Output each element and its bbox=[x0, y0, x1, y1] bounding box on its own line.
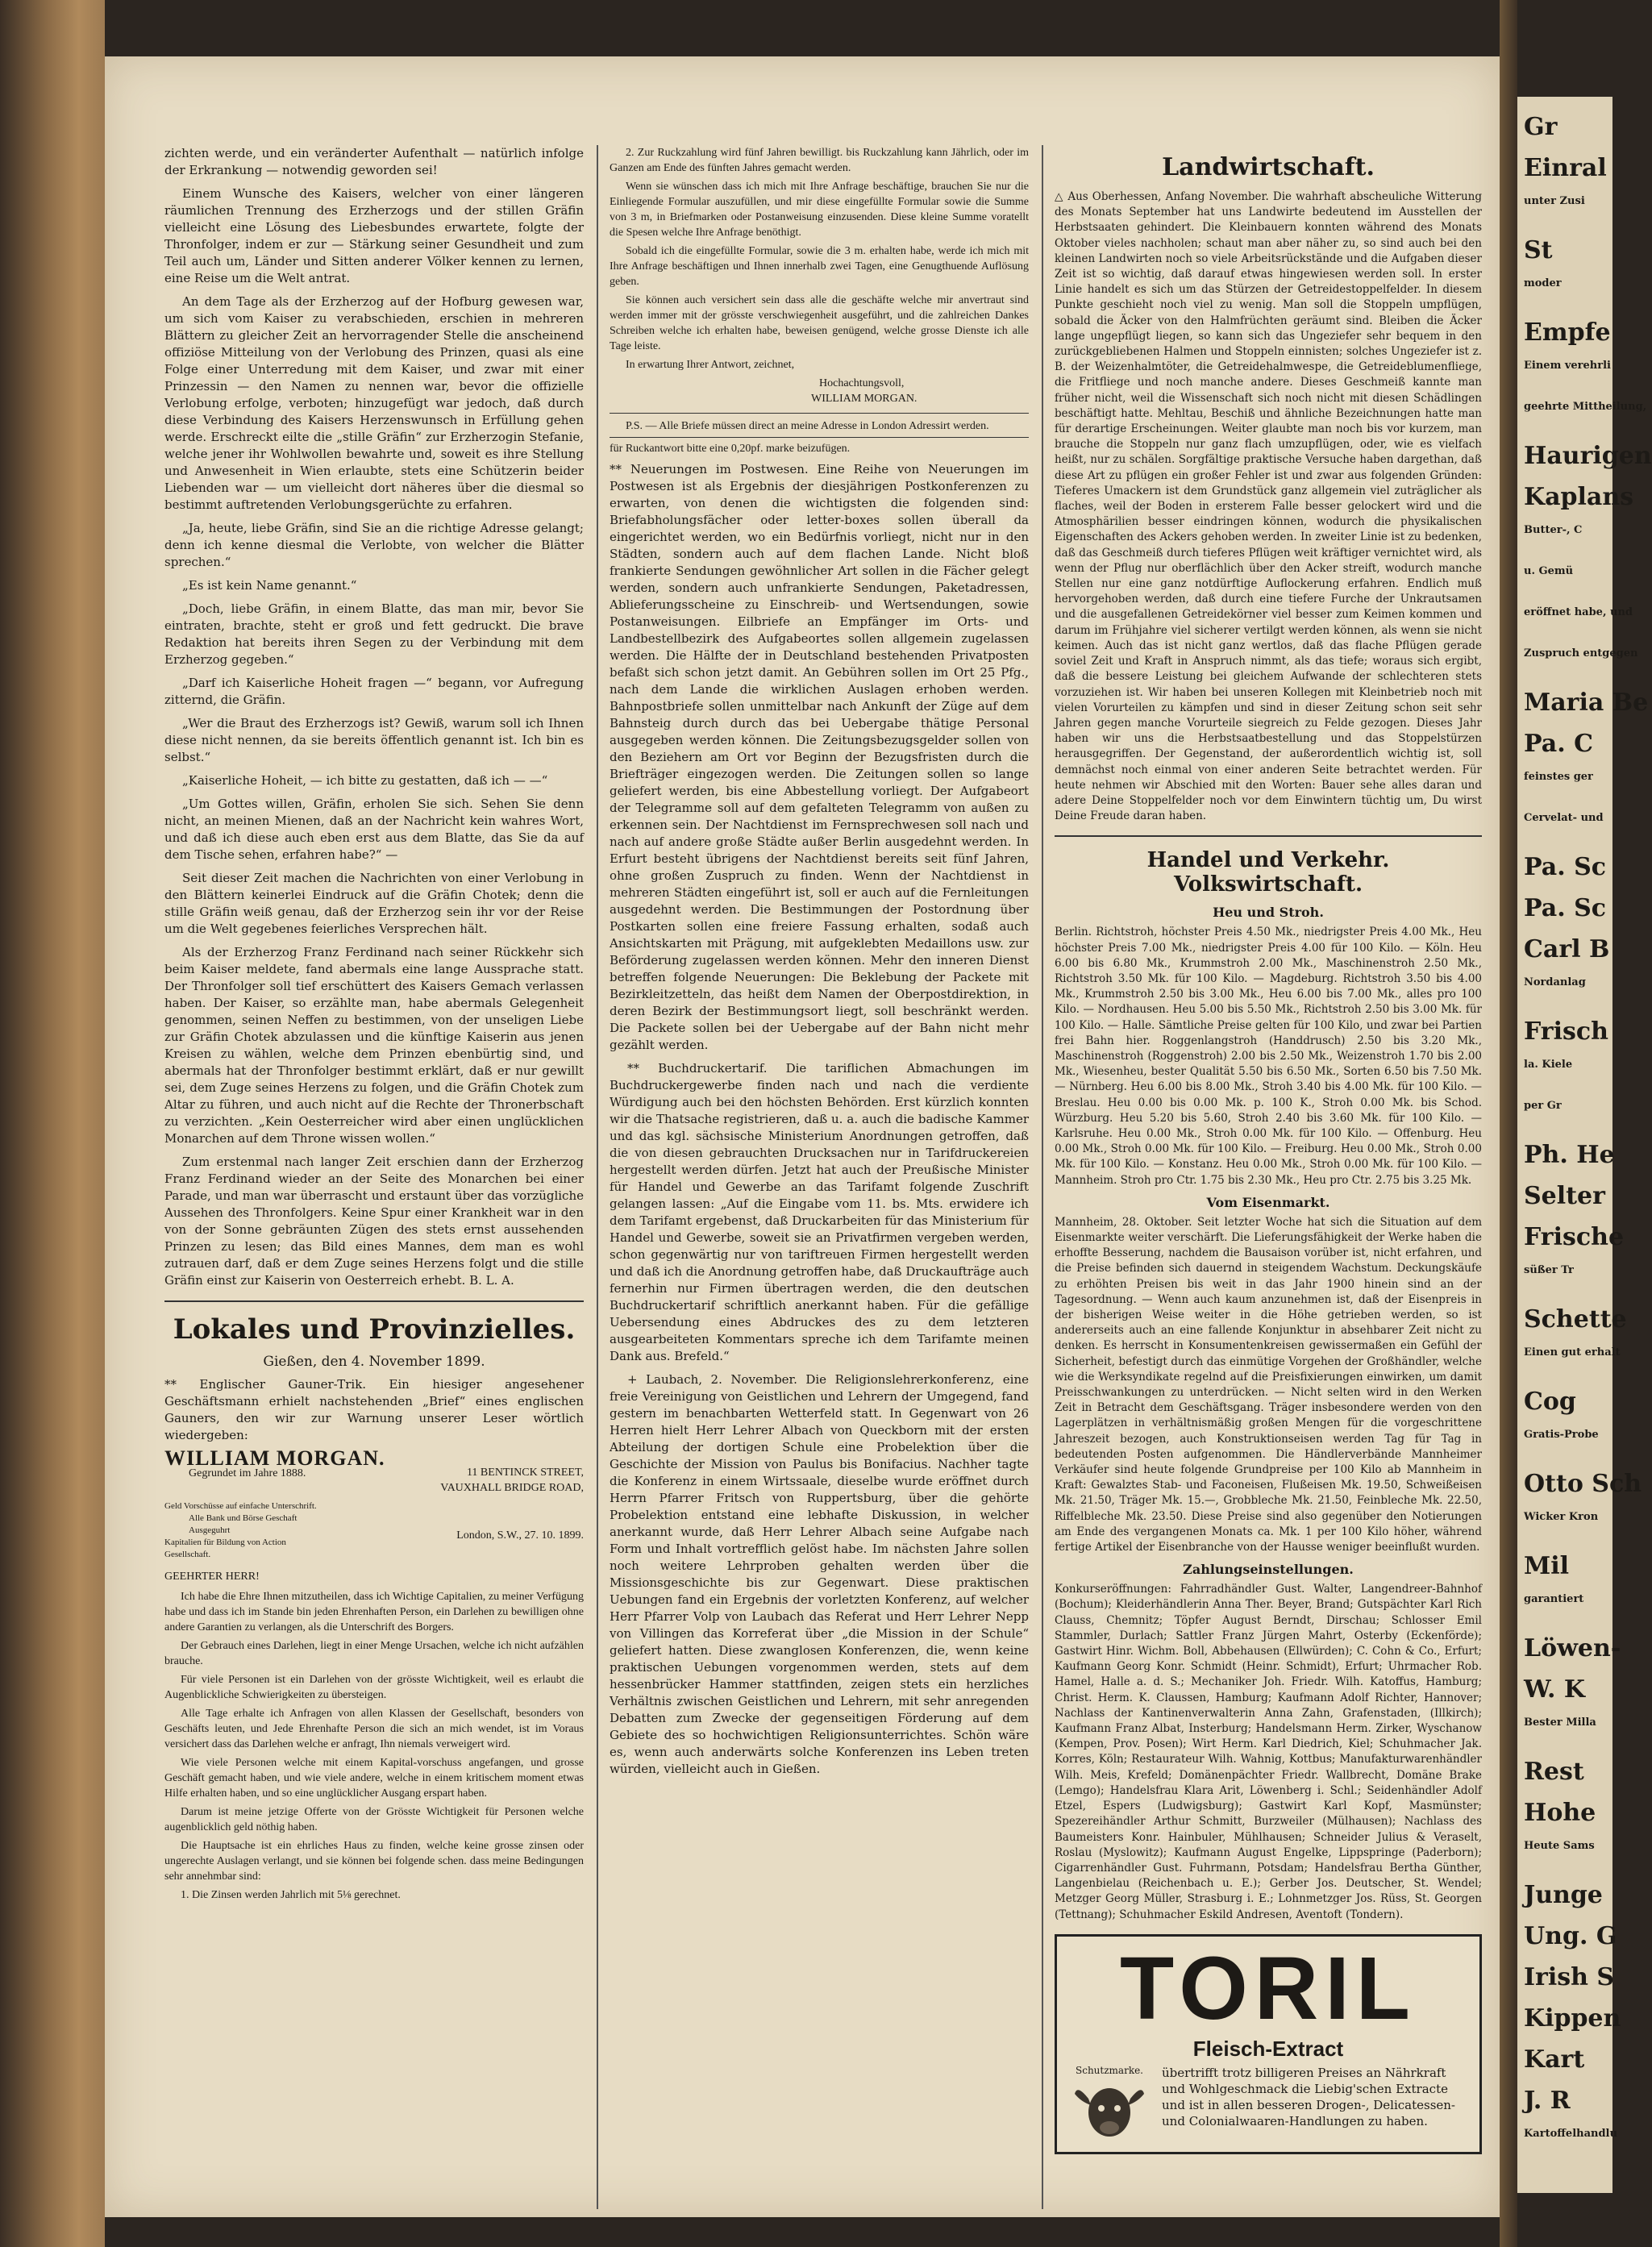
letterhead-line2: Alle Bank und Börse Geschaft Ausgeguhrt bbox=[189, 1513, 298, 1535]
letter-closing: Hochachtungsvoll, bbox=[819, 377, 905, 389]
letter-body-continued bbox=[610, 145, 1029, 372]
paragraph: „Ja, heute, liebe Gräfin, sind Sie an die richtige Adresse gelangt; denn ich kenne diesmal die Verlobte, von welcher die Blätter sprechen.“ bbox=[164, 521, 584, 569]
adjacent-page-text: Rest bbox=[1524, 1758, 1584, 1786]
adjacent-page-text: Cog bbox=[1524, 1388, 1576, 1416]
toril-advertisement bbox=[1055, 1934, 1482, 2154]
letter-paragraph: In erwartung Ihrer Antwort, zeichnet, bbox=[626, 359, 795, 371]
letter-paragraph: Die Hauptsache ist ein ehrliches Haus zu finden, welche keine grosse zinsen oder ungerechte Auslagen verlangt, und sie können bei folgende schen. dass meine Bedingungen sehr annehmbar sind: bbox=[164, 1840, 584, 1883]
adjacent-page-text: Einen gut erhalt bbox=[1524, 1346, 1621, 1359]
news-items bbox=[610, 461, 1029, 1778]
paragraph: Zum erstenmal nach langer Zeit erschien dann der Erzherzog Franz Ferdinand wieder an der Seite des Monarchen bei einer Parade, und man war überrascht und erstaunt über das vorzügliche Aussehen des Thronfolgers. Keine Spur einer Krankheit war in den von der Sonne gebräunten Zügen des stets ernst aussehenden Prinzen zu lesen; das Bild eines Mannes, dem man es wohl zutrauen darf, daß er dem Zuge seines Herzens folgt und die stille Gräfin einst zur Kaiserin von Oesterreich erhebt. B. L. A. bbox=[164, 1155, 584, 1288]
adjacent-page-text: Einem verehrli bbox=[1524, 360, 1611, 372]
letter-paragraph: 1. Die Zinsen werden Jahrlich mit 5⅛ gerechnet. bbox=[181, 1889, 401, 1901]
column-3 bbox=[1055, 145, 1482, 2154]
dateline: Gießen, den 4. November 1899. bbox=[263, 1354, 485, 1370]
adjacent-page-text: Mil bbox=[1524, 1552, 1570, 1580]
section-heading-lokales: Lokales und Provinzielles. bbox=[173, 1313, 576, 1346]
adjacent-page-text: Kippen bbox=[1524, 2004, 1621, 2033]
letter-paragraph: 2. Zur Ruckzahlung wird fünf Jahren bewilligt. bis Ruckzahlung kann Jährlich, oder im Ganzen am Ende des fünften Jahres gemacht werden. bbox=[610, 147, 1029, 174]
letter-postscript: P.S. — Alle Briefe müssen direct an meine Adresse in London Adressirt werden. bbox=[626, 420, 989, 432]
swindler-letter bbox=[164, 1446, 584, 1903]
adjacent-page-text: la. Kiele bbox=[1524, 1059, 1573, 1071]
adjacent-page-text: Kaplans bbox=[1524, 483, 1634, 511]
letter-place-date: London, S.W., 27. 10. 1899. bbox=[456, 1529, 584, 1542]
adjacent-page-text: moder bbox=[1524, 277, 1562, 289]
ad-brand: TORIL bbox=[1120, 1938, 1417, 2038]
paragraph: „Kaiserliche Hoheit, — ich bitte zu gestatten, daß ich — —“ bbox=[182, 773, 548, 788]
adjacent-page-text: Kart bbox=[1524, 2045, 1585, 2074]
divider bbox=[1055, 835, 1482, 837]
column-rule bbox=[1042, 145, 1043, 2209]
letter-paragraph: Ich habe die Ehre Ihnen mitzutheilen, dass ich Wichtige Capitalien, zu meiner Verfügung habe und dass ich im Stande bin jeden Ehrenhaften Person, ein Darlehen zu bewilligen ohne andere Garantien zu verlangen, als die Unterschrift des Borgers. bbox=[164, 1591, 584, 1633]
adjacent-page-text: Ung. G bbox=[1524, 1922, 1617, 1950]
paragraph: „Es ist kein Name genannt.“ bbox=[182, 578, 357, 593]
letterhead-line1: Geld Vorschüsse auf einfache Unterschrift. bbox=[164, 1501, 317, 1511]
subheading-heu-stroh: Heu und Stroh. bbox=[1213, 905, 1324, 921]
adjacent-page-text: Nordanlag bbox=[1524, 976, 1586, 988]
letter-paragraph: Sie können auch versichert sein dass alle die geschäfte welche mir anvertraut sind werden immer mit der grösste verschwiegenheit ausgeführt, und die zahlreichen Dankes Schreiben welche ich erhalten habe, beweisen genügend, welche grosse Dienste ich alle Tage leiste. bbox=[610, 294, 1029, 352]
ad-text: übertrifft trotz billigeren Preises an Nährkraft und Wohlgeschmack die Liebig'schen Extracte und ist in allen besseren Drogen-, Delicatessen- und Colonialwaaren-Handlungen zu haben. bbox=[1162, 2065, 1455, 2128]
adjacent-page-text: St bbox=[1524, 236, 1553, 264]
newspaper-page bbox=[105, 56, 1500, 2217]
adjacent-page-text: geehrte Mittheilung, bbox=[1524, 401, 1647, 413]
book-gutter bbox=[1500, 0, 1517, 2247]
adjacent-page-text: Butter-, C bbox=[1524, 524, 1583, 536]
adjacent-page-text: Wicker Kron bbox=[1524, 1511, 1599, 1523]
column-rule bbox=[597, 145, 598, 2209]
adjacent-page-text: Junge bbox=[1524, 1881, 1603, 1909]
paragraph: An dem Tage als der Erzherzog auf der Hofburg gewesen war, um sich vom Kaiser zu verabschieden, erschien in mehreren Blättern zu gleicher Zeit an hervorragender Stelle die anscheinend offiziöse Mitteilung von der Verlobung des Prinzen, quasi als eine Folge einer Unterredung mit dem Kaiser, und zwar mit einer Prinzessin — den Namen zu nennen war, bevor die offizielle Verlobung erfolge, verboten; hinzugefügt war jedoch, daß durch diese Verbindung des Kaisers Herzenswunsch in Erfüllung gehen werde. Erschreckt eilte die „stille Gräfin“ zur Erzherzogin Stefanie, welche jener ihr Wohlwollen bewahrte und, soweit es ihre Stellung und Anwesenheit in Wien erlaubte, stets eine Schützerin beider Liebenden war — um vielleicht dort näheres über die diesmal so bestimmt auftretenden Verlobungsgerüchte zu erfahren. bbox=[164, 294, 584, 512]
column-2 bbox=[610, 145, 1029, 1784]
ad-product: Fleisch-Extract bbox=[1192, 2036, 1344, 2061]
divider bbox=[164, 1300, 584, 1302]
adjacent-page-text: Zuspruch entgegen bbox=[1524, 647, 1638, 660]
letter-paragraph: Sobald ich die eingefüllte Formular, sowie die 3 m. erhalten habe, werde ich mich mit Ihre Anfrage beschäftigen und Ihnen innerhalb zwei Tagen, eine Genugthuende Auflösung geben. bbox=[610, 245, 1029, 288]
news-paragraph: ** Buchdruckertarif. Die tariflichen Abmachungen im Buchdruckergewerbe finden nach und nach die verdiente Würdigung auch bei den höchsten Behörden. Erst kürzlich konnten wir die Thatsache registrieren, daß u. a. auch die badische Kammer und das kgl. sächsische Ministerium Anordnungen getroffen, daß die von diesen gebrauchten Drucksachen nur in Tarifdruckereien hergestellt werden dürfen. Jetzt hat auch der Preußische Minister für Handel und Gewerbe an das Tarifamt folgende Zuschrift gelangen lassen: „Auf die Eingabe vom 11. bs. Mts. erwidere ich dem Tarifamt ergebenst, daß Druckarbeiten für das Ministerium für Handel und Gewerbe, soweit sie an Privatfirmen vergeben werden, schon gegenwärtig nur von tariftreuen Firmen hergestellt werden und daß ich die Anordnung getroffen habe, daß Druckaufträge auch fernerhin nur Firmen übertragen werden, die den deutschen Buchdruckertarif schriftlich anerkannt haben. Für die gefällige Uebersendung eines Abdruckes des zu dem letzteren ausgearbeiteten Kommentars spreche ich dem Tarifamte meinen Dank aus. Brefeld.“ bbox=[610, 1061, 1029, 1363]
paragraph: Seit dieser Zeit machen die Nachrichten von einer Verlobung in den Blättern keinerlei Eindruck auf die Gräfin Chotek; denn die stille Gräfin weiß genau, daß der Erzherzog sein ihr vor der Reise um die Welt gegebenes feierliches Versprechen hält. bbox=[164, 871, 584, 936]
paragraph: „Darf ich Kaiserliche Hoheit fragen —“ begann, vor Aufregung zitternd, die Gräfin. bbox=[164, 676, 584, 707]
adjacent-page-text: Pa. C bbox=[1524, 730, 1593, 758]
adjacent-page-text: Frische bbox=[1524, 1223, 1625, 1251]
subheading-eisenmarkt: Vom Eisenmarkt. bbox=[1206, 1194, 1330, 1210]
feuilleton-text bbox=[164, 145, 584, 1289]
adjacent-page-text: Kartoffelhandlu bbox=[1524, 2128, 1617, 2140]
adjacent-page-text: J. R bbox=[1524, 2087, 1571, 2115]
adjacent-page-text: Pa. Sc bbox=[1524, 894, 1607, 922]
heu-stroh-prices: Berlin. Richtstroh, höchster Preis 4.50 Mk., niedrigster Preis 4.00 Mk., Heu höchster Preis 7.00 Mk., niedrigster Preis 4.00 für 100 Kilo. — Köln. Heu 6.00 bis 6.80 Mk., Krummstroh 2.00 Mk., Maschinenstroh 2.50 Mk., Richtstroh 3.50 Mk. für 100 Kilo. — Magdeburg. Richtstroh 3.50 bis 4.00 Mk., Krummstroh 2.50 bis 3.00 Mk., Heu 6.00 bis 7.00 Mk., alles pro 100 Kilo. — Nordhausen. Heu 5.00 bis 5.50 Mk., Richtstroh 2.50 bis 3.00 Mk. für 100 Kilo. — Halle. Sämtliche Preise gelten für 100 Kilo, und zwar bei Partien frei Bahn hier. Roggenlangstroh (Handdrusch) 2.50 bis 3.20 Mk., Maschinenstroh (Roggenstroh) 2.00 bis 2.50 Mk., Weizenstroh 1.70 bis 2.00 Mk., Wiesenheu, bester Qualität 5.50 bis 6.50 Mk., Sorten 6.50 bis 7.50 Mk. — Nürnberg. Heu 6.00 bis 8.00 Mk., Stroh 3.40 bis 4.00 Mk. für 100 Kilo. — Breslau. Heu 0.00 bis 0.00 Mk. p. 100 K., Stroh 0.00 Mk. bis Schod. Würzburg. Heu 5.20 bis 5.60, Stroh 2.40 bis 3.60 Mk. für 100 Kilo. — Karlsruhe. Heu 0.00 Mk., Stroh 0.00 Mk. für 100 Kilo. — Offenburg. Heu 0.00 Mk., Stroh 0.00 Mk. für 100 Kilo. — Freiburg. Heu 0.00 Mk., Stroh 0.00 Mk. für 100 Kilo. — Konstanz. Heu 0.00 Mk., Stroh 0.00 Mk. für 100 Kilo. — Mannheim. Stroh pro Ctr. 1.75 bis 2.30 Mk., Heu pro Ctr. 2.75 bis 3.25 Mk. bbox=[1055, 926, 1482, 1187]
adjacent-page-text: süßer Tr bbox=[1524, 1264, 1574, 1276]
paragraph: „Um Gottes willen, Gräfin, erholen Sie sich. Sehen Sie denn nicht, an meinen Mienen, daß an der Nachricht kein wahres Wort, und daß ich diese auch eben erst aus dem Blatte, das Sie da auf dem Tische sehen, erfahren habe?“ — bbox=[164, 797, 584, 862]
letterhead-line3: Kapitalien für Bildung von Action Gesellschaft. bbox=[164, 1538, 286, 1559]
letter-paragraph: Alle Tage erhalte ich Anfragen von allen Klassen der Gesellschaft, besonders von Geschäfts leuten, und Jede Ehrenhafte Person die sich an mich wendet, ist im Voraus versichert dass das Darlehen welche er anfragt, Ihn niemals verweigert wird. bbox=[164, 1708, 584, 1750]
adjacent-page-text: Irish S bbox=[1524, 1963, 1615, 1991]
section-heading-handel: Handel und Verkehr. Volkswirtschaft. bbox=[1146, 848, 1390, 897]
adjacent-page-text: per Gr bbox=[1524, 1100, 1562, 1112]
adjacent-page-text: Pa. Sc bbox=[1524, 853, 1607, 881]
letter-signature: WILLIAM MORGAN. bbox=[811, 393, 918, 405]
adjacent-page-text: Einral bbox=[1524, 154, 1607, 182]
divider bbox=[610, 413, 1029, 414]
paragraph: zichten werde, und ein veränderter Aufenthalt — natürlich infolge der Erkrankung — notwendig geworden sei! bbox=[164, 146, 584, 177]
adjacent-page-text: Otto Sch bbox=[1524, 1470, 1642, 1498]
column-1 bbox=[164, 145, 584, 1906]
letter-paragraph: Der Gebrauch eines Darlehen, liegt in einer Menge Ursachen, welche ich nicht aufzählen brauche. bbox=[164, 1640, 584, 1667]
letter-body bbox=[164, 1589, 584, 1903]
subheading-zahlungseinstellungen: Zahlungseinstellungen. bbox=[1183, 1562, 1354, 1578]
adjacent-page-text: Gr bbox=[1524, 113, 1558, 141]
adjacent-page-text: eröffnet habe, und bbox=[1524, 606, 1633, 618]
adjacent-page-fragment bbox=[1517, 97, 1652, 2193]
letterhead-name: WILLIAM MORGAN. bbox=[164, 1446, 385, 1470]
adjacent-page-text: Maria Be bbox=[1524, 689, 1649, 717]
book-spine-left bbox=[0, 0, 105, 2247]
letterhead-founded: Gegrundet im Jahre 1888. bbox=[189, 1467, 306, 1479]
paragraph: „Wer die Braut des Erzherzogs ist? Gewiß, warum soll ich Ihnen diese nicht nennen, da sie bereits öffentlich genannt ist. Ich bin es selbst.“ bbox=[164, 716, 584, 764]
news-paragraph: + Laubach, 2. November. Die Religionslehrerkonferenz, eine freie Vereinigung von Geistlichen und Lehrern der Umgegend, fand gestern im benachbarten Wetterfeld statt. In Gegenwart von 26 Herren hielt Herr Lehrer Albach von Queckborn mit der ersten Abteilung der dortigen Schule eine Probelektion über die Geschichte der Mission von Paulus bis Bonifacius. Nachher tagte die Konferenz in einem Wirtssaale, dieselbe wurde eröffnet durch Herrn Pfarrer Fritsch von Ruppertsburg, über die gehörte Probelektion entstand eine lebhafte Diskussion, in welcher anerkannt wurde, daß Herr Lehrer Albach seine Aufgabe nach Form und Inhalt vortrefflich gelöst habe. Im nächsten Jahre sollen noch weitere Lehrproben gehalten werden über die Missionsgeschichte bis zur Gegenwart. Diese praktischen Uebungen fand ein Ergebnis der vorletzten Konferenz, auf welcher Herr Pfarrer Volp von Laubach das Referat und Herr Lehrer Nepp von Villingen das Korreferat über „die Mission in der Schule“ geliefert hatten. Diese zwanglosen Konferenzen, die, wenn keine praktischen Uebungen vorgenommen werden, stets auf dem hessenbrücker Hammer stattfinden, zeigen stets ein herzliches Verhältnis zwischen Geistlichen und Lehrern, mit sehr anregenden Debatten zum Zwecke der gegenseitigen Förderung auf dem Gebiete des so hochwichtigen Religionsunterrichtes. Schön wäre es, wenn auch anderwärts solche Konferenzen ins Leben treten würden, vielleicht auch in Gießen. bbox=[610, 1372, 1029, 1776]
letterhead-address2: VAUXHALL BRIDGE ROAD, bbox=[440, 1482, 584, 1494]
paragraph: „Doch, liebe Gräfin, in einem Blatte, das man mir, bevor Sie eintraten, brachte, steht er groß und fett gedruckt. Die brave Redaktion hat bereits ihren Segen zu der Verbindung mit dem Erzherzog gegeben.“ bbox=[164, 601, 584, 667]
letterhead-address1: 11 BENTINCK STREET, bbox=[466, 1467, 584, 1479]
adjacent-page-text: Schette bbox=[1524, 1305, 1627, 1334]
adjacent-page-text: Löwen- bbox=[1524, 1634, 1621, 1662]
adjacent-page-text: Gratis-Probe bbox=[1524, 1429, 1599, 1441]
letter-paragraph: Darum ist meine jetzige Offerte von der Grösste Wichtigkeit für Personen welche augenblicklich geld nöthig haben. bbox=[164, 1806, 584, 1833]
adjacent-page-text: Haurigen bbox=[1524, 442, 1652, 470]
landwirtschaft-article: △ Aus Oberhessen, Anfang November. Die wahrhaft abscheuliche Witterung des Monats September hat uns Landwirte bedeutend im Ausstellen der Herbstsaaten gehindert. Die Kleinbauern konnten während des Monats Oktober vieles nachholen; schaut man aber näher zu, so sind auch bei den kleinen Landwirten noch so viele Arbeitsrückstände und die Aufgaben dieser Zeit ist so wichtig, daß darauf etwas hingewiesen werden soll. In erster Linie handelt es sich um das Stürzen der Getreidestoppelfelder. In diesem Punkte geschieht noch viel zu wenig. Man soll die Stoppeln umpflügen, sobald die Äcker von den Halmfrüchten geräumt sind. Bleiben die Äcker lange ungepflügt liegen, so kann sich das Ungeziefer sehr bequem in den zurückgebliebenen Halmen und Stoppeln einnisten; solches Ungeziefer ist z. B. der Weizenhalmtöter, die Getreidehalmwespe, die Getreideblumenfliege, die Fritfliege und noch manche andere. Dieses Geschmeiß kannte man früher nicht, weil die Wissenschaft sich noch nicht mit diesen Schädlingen beschäftigt hatte. Mehltau, Beschiß und ähnliche Bezeichnungen hatte man für derartige Erscheinungen. Weiter glaubte man noch bis vor kurzem, man brauche die Stoppeln nur ganz flach umzupflügen, oder, wie es vielfach heißt, nur zu schälen. Sorgfältige praktische Versuche haben dargethan, daß diese Art zu pflügen ein großer Fehler ist und zwar aus folgenden Gründen: Tieferes Umackern ist dem Grundstück ganz allgemein viel zuträglicher als flaches, weil der Boden in ersterem Falle besser gelockert wird und die Atmosphärilien besser eindringen können, wodurch die physikalischen Eigenschaften des Ackers gehoben werden. In zweiter Linie ist zu bedenken, daß das Geschmeiß durch tieferes Pflügen weit kräftiger vernichtet wird, als wenn der Pflug nur oberflächlich über den Acker streift, wodurch manche Stellen nur eine ganz notdürftige Auflockerung erfahren. Endlich muß hervorgehoben werden, daß durch eine tiefere Furche der Unkrautsamen und die ausgefallenen Getreidekörner viel besser zum Keimen kommen und darum im Frühjahre viel sicherer vertilgt werden können, als wenn sie nicht keimen. Auch das ist nicht ganz wertlos, daß das flache Pflügen gerade soviel Zeit und Kraft in Anspruch nimmt, als das tiefe; woraus sich ergibt, daß die bessere Leistung bei gleichem Aufwande der schlechteren stets vorzuziehen ist. Wir haben bei unseren Kollegen mit Kleinbetrieb noch mit vielen Vorurteilen zu kämpfen und sind in dieser Zeitung schon seit sehr Jahren gegen manche Vorurteile siegreich zu Felde gezogen. Dieses Jahr haben wir uns die Herbstsaatbestellung und das Stoppelstürzen herausgegriffen. Der Gegenstand, der außerordentlich wichtig ist, soll demnächst noch einmal von einer anderen Seite betrachtet werden. Für heute nehmen wir Abschied mit den Worten: Bauer sehe alles daran und adere Deine Stoppelfelder noch vor dem Einwintern tüchtig um, Du wirst Deine Freude daran haben. bbox=[1055, 190, 1482, 823]
adjacent-page-text: Bester Milla bbox=[1524, 1716, 1596, 1729]
adjacent-page-text: garantiert bbox=[1524, 1593, 1584, 1605]
news-paragraph: ** Neuerungen im Postwesen. Eine Reihe von Neuerungen im Postwesen ist als Ergebnis der diesjährigen Postkonferenzen zu erwarten, von denen die wichtigsten die folgenden sind: Briefabholungsfächer oder letter-boxes sollen überall da eingerichtet werden, wo ein Bedürfnis vorliegt, nicht nur in den Städten, sondern auch auf dem flachen Lande. Nicht bloß frankierte Sendungen gewöhnlicher Art sollen in die Fächer gelegt werden, sondern auch unfrankierte Sendungen, Paketadressen, Ablieferungsscheine zu Einschreib- und Wertsendungen, sowie Postanweisungen. Eilbriefe an Empfänger im Orts- und Landbestellbezirk des Aufgabeortes sollen allgemein zugelassen werden. Die Hälfte der in Deutschland bestehenden Privatposten befaßt sich schon jetzt damit. An Gebühren sollen im Ort 25 Pfg., nach dem Lande die wirklichen Auslagen erhoben werden. Bahnpostbriefe sollen unmittelbar nach Ankunft der Züge auf dem Bahnsteig durch durch das bei Uebergabe thätige Personal ausgegeben werden können. Die Zeitungsbezugsgelder sollen von den Beziehern am Ort vor Beginn der Bezugsfristen durch die Briefträger eingezogen werden. Die Zeitungen sollen so lange geliefert werden, bis eine Abbestellung vorliegt. Der Aufgabeort der Telegramme soll auf dem gefalteten Telegramm von außen zu erkennen sein. Der Nachtdienst im Fernsprechwesen soll nach und nach auf andere große Städte außer Berlin ausgedehnt werden. In Erfurt besteht übrigens der Nachtdienst bereits seit fünf Jahren, ohne großen Zuspruch zu finden. Wenn der Nachtdienst in mehreren Städten eingeführt ist, soll er auch auf die Fernleitungen ausgedehnt werden. Die Bestimmungen der Postordnung über Postkarten sollen eine freiere Fassung erhalten, sodaß auch Ansichtskarten mit Prägung, mit aufgeklebten Medaillons usw. zur Beförderung zugelassen werden können. Mehr den inneren Dienst betreffen folgende Neuerungen: Die Beklebung der Packete mit Bezirkleitzetteln, das heißt dem Namen der Oberpostdirektion, in deren Bezirk der Bestimmungsort liegt, soll beschränkt werden. Die Packete sollen bei der Uebergabe auf der Bahn nicht mehr gezählt werden. bbox=[610, 462, 1029, 1052]
adjacent-page-text: unter Zusi bbox=[1524, 195, 1585, 207]
adjacent-page-text: Carl B bbox=[1524, 935, 1610, 963]
swindler-letter-continued bbox=[610, 145, 1029, 456]
paragraph: Als der Erzherzog Franz Ferdinand nach seiner Rückkehr sich beim Kaiser meldete, fand abermals eine lange Aussprache statt. Der Thronfolger soll tief erschüttert des Kaisers Gemach verlassen haben. Der Kaiser, so erzählte man, habe abermals Gelegenheit genommen, seinen Neffen zu bestimmen, von der unseligen Liebe zur Gräfin Chotek abzulassen und die künftige Kaiserin aus jenen Kreisen zu wählen, welche dem Prinzen ebenbürtig sind, und abermals hat der Thronfolger bestimmt erklärt, daß er nur gewillt sei, dem Zuge seines Herzens zu folgen, und die Gräfin Chotek zum Altar zu führen, und auch nicht auf die Rechte der Thronerbschaft zu verzichten. „Kein Oesterreicher wird aber einen unglücklichen Monarchen auf dem Throne wissen wollen.“ bbox=[164, 945, 584, 1146]
adjacent-page-text: Cervelat- und bbox=[1524, 812, 1604, 824]
gauner-intro: ** Englischer Gauner-Trik. Ein hiesiger angesehener Geschäftsmann erhielt nachstehenden „Brief“ eines englischen Gauners, den wir zur Warnung unserer Leser wörtlich wiedergeben: bbox=[164, 1377, 584, 1442]
adjacent-page-text: W. K bbox=[1524, 1675, 1585, 1704]
adjacent-page-text: Ph. He bbox=[1524, 1141, 1615, 1169]
ox-head-icon bbox=[1073, 2076, 1146, 2141]
letter-salutation: GEEHRTER HERR! bbox=[164, 1571, 260, 1583]
adjacent-page-text: Frisch bbox=[1524, 1017, 1608, 1046]
adjacent-page-text: Heute Sams bbox=[1524, 1840, 1595, 1852]
letter-paragraph: Wie viele Personen welche mit einem Kapital-vorschuss angefangen, und grosse Geschäft gemacht haben, und wie viele andere, welche in einem kritischem moment etwas Hilfe erhalten haben, und so eine unglücklicher Ausgang erspart haben. bbox=[164, 1757, 584, 1800]
letter-paragraph: Wenn sie wünschen dass ich mich mit Ihre Anfrage beschäftige, brauchen Sie nur die Einliegende Formular auszufüllen, und mir diese eingefüllte Formular sowie die Summe von 3 m, in Briefmarken oder Postanweisung einzusenden. Diese kleine Summe voratellt die Spesen welche Ihre Anfrage benöthigt. bbox=[610, 181, 1029, 239]
konkurs-list: Konkurseröffnungen: Fahrradhändler Gust. Walter, Langendreer-Bahnhof (Bochum); Kleiderhändlerin Anna Ther. Beyer, Brand; Gutspächter Karl Rich Clauss, Chemnitz; Töpfer August Berndt, Dirschau; Schlosser Emil Stammler, Durlach; Sattler Franz Jürgen Mahrt, Osterby (Eckenförde); Gastwirt Hinr. Wichm. Boll, Abbehausen (Ellwürden); C. Cohn & Co., Erfurt; Kaufmann Georg Konr. Schmidt (Heinr. Schmidt), Erfurt; Uhrmacher Rob. Hamel, Halle a. d. S.; Mechaniker Joh. Friedr. Wilh. Katoffus, Hamburg; Christ. Herm. K. Claussen, Hamburg; Kaufmann Adolf Richter, Hannover; Nachlass der Kantinenverwalterin Anna Zahn, Grafenstaden, (Illkirch); Kaufmann Franz Albat, Insterburg; Handelsmann Herm. Zirker, Wyschanow (Kempen, Prov. Posen); Wirt Herm. Karl Diedrich, Kiel; Schuhmacher Jak. Korres, Köln; Restaurateur Wilh. Wahnig, Kottbus; Manufakturwarenhändler Wilh. Meis, Krefeld; Domänenpächter Friedr. Wallbrecht, Domäne Brake (Lemgo); Handelsfrau Klara Arit, Löwenberg i. Schl.; Seidenhändler Adolf Etzel, Espers (Ludwigsburg); Gastwirt Karl Kopf, Masmünster; Spezereihändler Arthur Schmitt, Burzweiler (Mülhausen); Nachlass des Baumeisters Konr. Hainbuler, Mühlhausen; Schneider Julius & Veraselt, Roslau (Myslowitz); Kaufmann August Engelke, Lippspringe (Paderborn); Cigarrenhändler Gust. Fuhrmann, Potsdam; Handelsfrau Bertha Günther, Langenbielau (Reichenbach u. E.); Gerber Jos. Deutscher, St. Wendel; Metzger Georg Müller, Strasburg i. E.; Lohnmetzger Jos. Rüss, St. Georgen (Tettnang); Schuhmacher Eskild Andresen, Aventoft (Tondern). bbox=[1055, 1583, 1482, 1921]
letter-paragraph: Für viele Personen ist ein Darlehen von der grösste Wichtigkeit, weil es erlaubt die Augenblickliche Schwierigkeiten zu übersteigen. bbox=[164, 1674, 584, 1701]
section-heading-landwirtschaft: Landwirtschaft. bbox=[1162, 153, 1375, 181]
adjacent-page-text: Hohe bbox=[1524, 1799, 1596, 1827]
adjacent-page-text: u. Gemü bbox=[1524, 565, 1574, 577]
adjacent-page-text: Empfe bbox=[1524, 318, 1611, 347]
adjacent-page-text: Selter bbox=[1524, 1182, 1605, 1210]
paragraph: Einem Wunsche des Kaisers, welcher von einer längeren räumlichen Trennung des Erzherzogs und der stillen Gräfin vielleicht eine Lösung des Liebesbundes erwartete, folgte der Thronfolger, indem er zur — Stärkung seiner Gesundheit und zum Teil auch um, Länder und Sitten anderer Völker kennen zu lernen, eine Reise um die Welt antrat. bbox=[164, 186, 584, 285]
ad-trademark-label: Schutzmarke. bbox=[1076, 2064, 1143, 2076]
adjacent-page-text: feinstes ger bbox=[1524, 771, 1593, 783]
letter-postscript-2: für Ruckantwort bitte eine 0,20pf. marke beizufügen. bbox=[610, 437, 1029, 456]
eisenmarkt-report: Mannheim, 28. Oktober. Seit letzter Woche hat sich die Situation auf dem Eisenmarkte weiter verschärft. Die Lieferungsfähigkeit der Werke haben die erhoffte Besserung, nachdem die Bausaison vorüber ist, nicht erfahren, und die Preise befinden sich dauernd in steigendem Wachstum. Deckungskäufe zu erhöhten Preisen bis weit in das Jahr 1900 hinein sind an der Tagesordnung. — Wenn auch kaum anzunehmen ist, daß der Eisenpreis in der bisherigen Weise weiter in die Höhe getrieben werden, so ist andererseits auch an eine fallende Konjunktur in absehbarer Zeit nicht zu denken. Es herrscht in Konsumentenkreisen gewissermaßen ein Gefühl der Sicherheit, befestigt durch das einmütige Vorgehen der Großhändler, welche wie die Werksyndikate regelnd auf die Preisfixierungen einwirken, um damit Preisschwankungen zu unterdrücken. — Nicht selten wird in den Werken Zeit in Betracht dem Geschäftsgang. Träger insbesondere werden von den Lagerplätzen in verhältnismäßig großen Mengen für die vorgeschrittene Jahreszeit bezogen, auch Konstruktionseisen werden Tag für Tag in bedeutenden Posten aufgenommen. Die Händlerverbände Mannheimer Verkäufer sind heute folgende Grundpreise per 100 Kilo ab Mannheim in Kraft: Gewalztes Stab- und Faconeisen, Flußeisen Mk. 19.50, Schweißeisen Mk. 21.50, Träger Mk. 15.—, Grobbleche Mk. 21.50, Feinbleche Mk. 22.50, Riffelbleche Mk. 23.50. Diese Preise sind also gegenüber den Notierungen am Ende des vergangenen Monats ca. Mk. 1 per 100 Kilo höher, während fertige Artikel der Eisenbranche von der Hausse weniger beeinflußt wurden. bbox=[1055, 1215, 1482, 1554]
